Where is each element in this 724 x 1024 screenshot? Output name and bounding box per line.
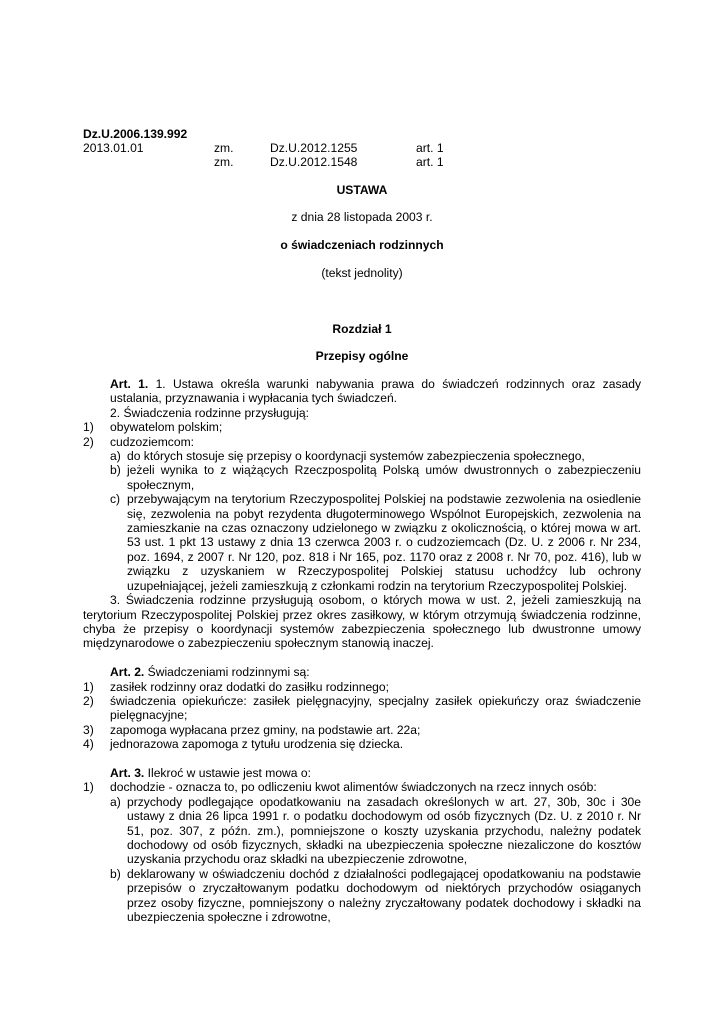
- amendment-type: zm.: [214, 155, 234, 169]
- doc-id: Dz.U.2006.139.992: [83, 127, 188, 141]
- amendment-art: art. 1: [416, 155, 444, 169]
- art1-par1-text: 1. Ustawa określa warunki nabywania prawa do świadczeń rodzinnych oraz zasady ustalania, przyznawania i wypłacania tych świadczeń.: [110, 377, 641, 406]
- list-number: 1): [83, 420, 94, 435]
- list-number: 2): [83, 693, 94, 708]
- list-text: świadczenia opiekuńcze: zasiłek pielęgnacyjny, specjalny zasiłek opiekuńczy oraz świadczenie pielęgnacyjne;: [110, 693, 641, 723]
- list-text: zasiłek rodzinny oraz dodatki do zasiłku rodzinnego;: [110, 679, 389, 694]
- amendment-date: 2013.01.01: [83, 141, 144, 155]
- sublist-letter: c): [110, 492, 121, 507]
- sublist-text: przychody podlegające opodatkowaniu na zasadach określonych w art. 27, 30b, 30c i 30e ustawy z dnia 26 lipca 1991 r. o podatku dochodowym od osób fizycznych (Dz. U. z 2010 r. Nr 51, poz. 307, z późn. zm.), pomniejszone o koszty uzyskania przychodu, należny podatek dochodowy od osób fizycznych, składki na ubezpieczenia społeczne niezaliczone do kosztów uzyskania przychodu oraz składki na ubezpieczenie zdrowotne,: [127, 794, 641, 867]
- sublist-text: do których stosuje się przepisy o koordynacji systemów zabezpieczenia społecznego,: [127, 449, 585, 464]
- list-number: 1): [83, 780, 94, 795]
- sublist-text: deklarowany w oświadczeniu dochód z działalności podlegającej opodatkowaniu na podstawie przepisów o zryczałtowanym podatku dochodowym od niektórych przychodów osiąganych przez osoby fizyczne, pomniejszony o należny zryczałtowany podatek dochodowy i składki na ubezpieczenia społeczne i zdrowotne,: [127, 866, 641, 924]
- list-item: [83, 435, 641, 449]
- amendment-ref: Dz.U.2012.1255: [270, 141, 358, 155]
- art2-intro: [110, 665, 641, 679]
- sublist-item: [110, 795, 641, 867]
- act-subject: o świadczeniach rodzinnych: [280, 238, 444, 252]
- list-text: cudzoziemcom:: [110, 434, 195, 449]
- chapter-name: Przepisy ogólne: [315, 349, 409, 363]
- act-title: USTAWA: [336, 183, 388, 197]
- sublist-item: [110, 449, 641, 463]
- list-text: dochodzie - oznacza to, po odliczeniu kwot alimentów świadczonych na rzecz innych osób:: [110, 780, 597, 795]
- art3-label: Art. 3.: [110, 765, 145, 780]
- list-text: jednorazowa zapomoga z tytułu urodzenia się dziecka.: [110, 737, 404, 752]
- list-item: [83, 780, 641, 794]
- list-number: 2): [83, 434, 94, 449]
- sublist-letter: b): [110, 866, 121, 881]
- amendment-ref: Dz.U.2012.1548: [270, 155, 358, 169]
- spacer: [83, 651, 641, 665]
- sublist-text: przebywającym na terytorium Rzeczypospolitej Polskiej na podstawie zezwolenia na osiedlenie się, zezwolenia na pobyt rezydenta długoterminowego Wspólnot Europejskich, zezwolenia na zamieszkanie na czas oznaczony udzielonego w związku z okolicznością, o której mowa w art. 53 ust. 1 pkt 13 ustawy z dnia 13 czerwca 2003 r. o cudzoziemcach (Dz. U. z 2006 r. Nr 234, poz. 1694, z 2007 r. Nr 120, poz. 818 i Nr 165, poz. 1170 oraz z 2008 r. Nr 70, poz. 416), lub w związku z uzyskaniem w Rzeczypospolitej Polskiej statusu uchodźcy lub ochrony uzupełniającej, jeżeli zamieszkują z członkami rodzin na terytorium Rzeczypospolitej Polskiej.: [127, 492, 641, 593]
- art1-par1: [110, 377, 641, 406]
- art1-label: Art. 1.: [110, 377, 149, 391]
- art1-par3: 3. Świadczenia rodzinne przysługują osobom, o których mowa w ust. 2, jeżeli zamieszkują na terytorium Rzeczypospolitej Polskiej przez okres zasiłkowy, w którym otrzymują świadczenia rodzinne, chyba że przepisy o koordynacji systemów zabezpieczenia społecznego lub dwustronne umowy międzynarodowe o zabezpieczeniu społecznym stanowią inaczej.: [83, 593, 641, 651]
- spacer: [83, 752, 641, 766]
- chapter-number: Rozdział 1: [332, 322, 392, 336]
- art2-label: Art. 2.: [110, 665, 145, 680]
- sublist-letter: b): [110, 463, 121, 478]
- sublist-item: [110, 492, 641, 593]
- sublist-letter: a): [110, 449, 121, 464]
- act-date: z dnia 28 listopada 2003 r.: [291, 210, 433, 224]
- document-body: [83, 377, 641, 924]
- amendment-type: zm.: [214, 141, 234, 155]
- list-item: [83, 737, 641, 751]
- list-text: obywatelom polskim;: [110, 420, 223, 435]
- amendment-art: art. 1: [416, 141, 444, 155]
- list-item: [83, 680, 641, 694]
- sublist-text: jeżeli wynika to z wiążących Rzeczpospolitą Polską umów dwustronnych o zabezpieczeniu społecznym,: [127, 463, 641, 492]
- sublist-item: [110, 867, 641, 925]
- list-text: zapomoga wypłacana przez gminy, na podstawie art. 22a;: [110, 722, 421, 737]
- act-note: (tekst jednolity): [321, 266, 403, 280]
- art2-intro-text: Świadczeniami rodzinnymi są:: [144, 665, 310, 680]
- sublist-item: [110, 463, 641, 492]
- art1-par2: 2. Świadczenia rodzinne przysługują:: [110, 405, 309, 420]
- list-number: 1): [83, 679, 94, 694]
- art3-intro-text: Ilekroć w ustawie jest mowa o:: [144, 765, 311, 780]
- list-item: [83, 420, 641, 434]
- list-item: [83, 694, 641, 723]
- sublist-letter: a): [110, 794, 121, 809]
- list-number: 4): [83, 737, 94, 752]
- list-item: [83, 723, 641, 737]
- art3-intro: [110, 766, 641, 780]
- list-number: 3): [83, 722, 94, 737]
